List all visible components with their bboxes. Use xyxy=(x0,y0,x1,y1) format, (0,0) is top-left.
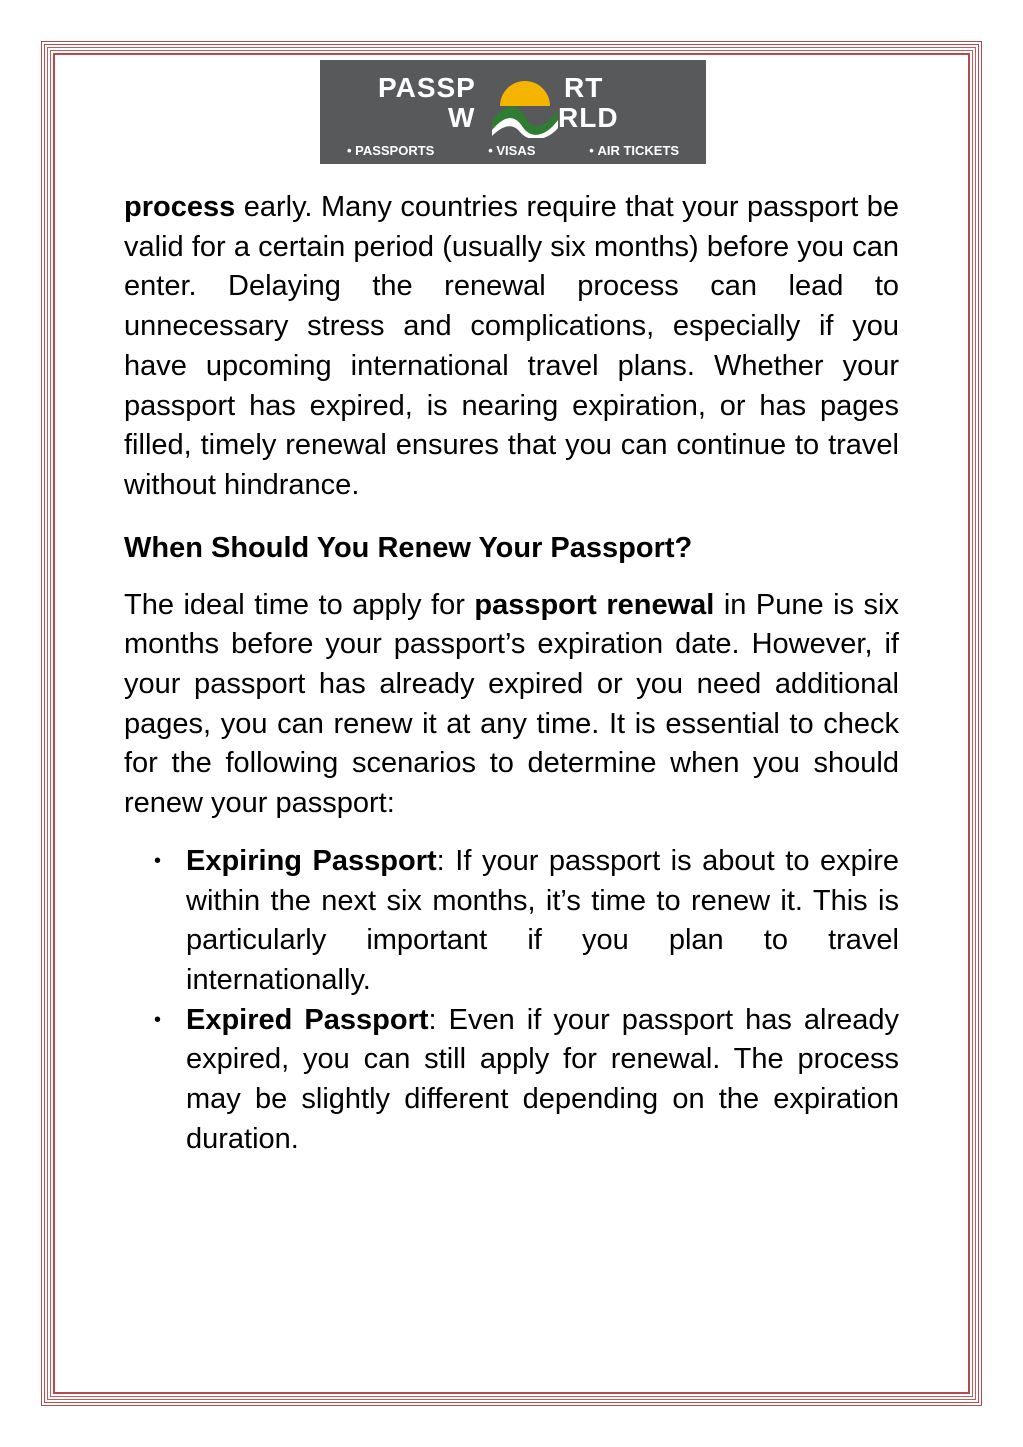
scenario-list xyxy=(124,842,899,1160)
logo-tag-passports: • PASSPORTS xyxy=(347,143,434,158)
bullet-text: : Even if your passport has already expired, you can still apply for renewal. The process may be slightly different depending on the expiration duration. xyxy=(186,1003,900,1155)
bullet-title: Expiring Passport xyxy=(186,844,437,877)
list-item xyxy=(186,842,899,1001)
section-bold-term: passport renewal xyxy=(474,588,715,621)
section-text-before: The ideal time to apply for xyxy=(124,588,475,621)
globe-wave-icon xyxy=(490,72,560,138)
logo-word-w: W xyxy=(448,102,476,133)
section-paragraph xyxy=(124,586,899,824)
logo-tag-air-tickets: • AIR TICKETS xyxy=(589,143,679,158)
intro-text: early. Many countries require that your passport be valid for a certain period (usually six months) before you can enter. Delaying the renewal process can lead to unnecessary stress and complications, especially if you have upcoming international travel plans. Whether your passport has expired, is nearing expiration, or has pages filled, timely renewal ensures that you can continue to travel without hindrance. xyxy=(124,191,899,501)
passport-world-logo xyxy=(320,60,706,164)
bullet-title: Expired Passport xyxy=(186,1003,429,1036)
logo-word-rld: RLD xyxy=(558,102,619,133)
logo-word-rt: RT xyxy=(564,72,604,103)
intro-bold-lead: process xyxy=(124,191,236,223)
bullet-text: : If your passport is about to expire within the next six months, it’s time to renew it. This is particularly important if you plan to travel internationally. xyxy=(186,844,900,996)
section-heading: When Should You Renew Your Passport? xyxy=(124,531,693,564)
section-text-after: in Pune is six months before your passport’s expiration date. However, if your passport has already expired or you need additional pages, you can renew it at any time. It is essential to check for the following scenarios to determine when you should renew your passport: xyxy=(124,588,899,820)
logo-tag-visas: • VISAS xyxy=(488,143,535,158)
document-body xyxy=(124,188,899,1159)
logo-word-passp: PASSP xyxy=(378,72,476,103)
list-item xyxy=(186,1001,899,1160)
logo-taglines xyxy=(320,140,706,160)
intro-paragraph xyxy=(124,188,899,506)
